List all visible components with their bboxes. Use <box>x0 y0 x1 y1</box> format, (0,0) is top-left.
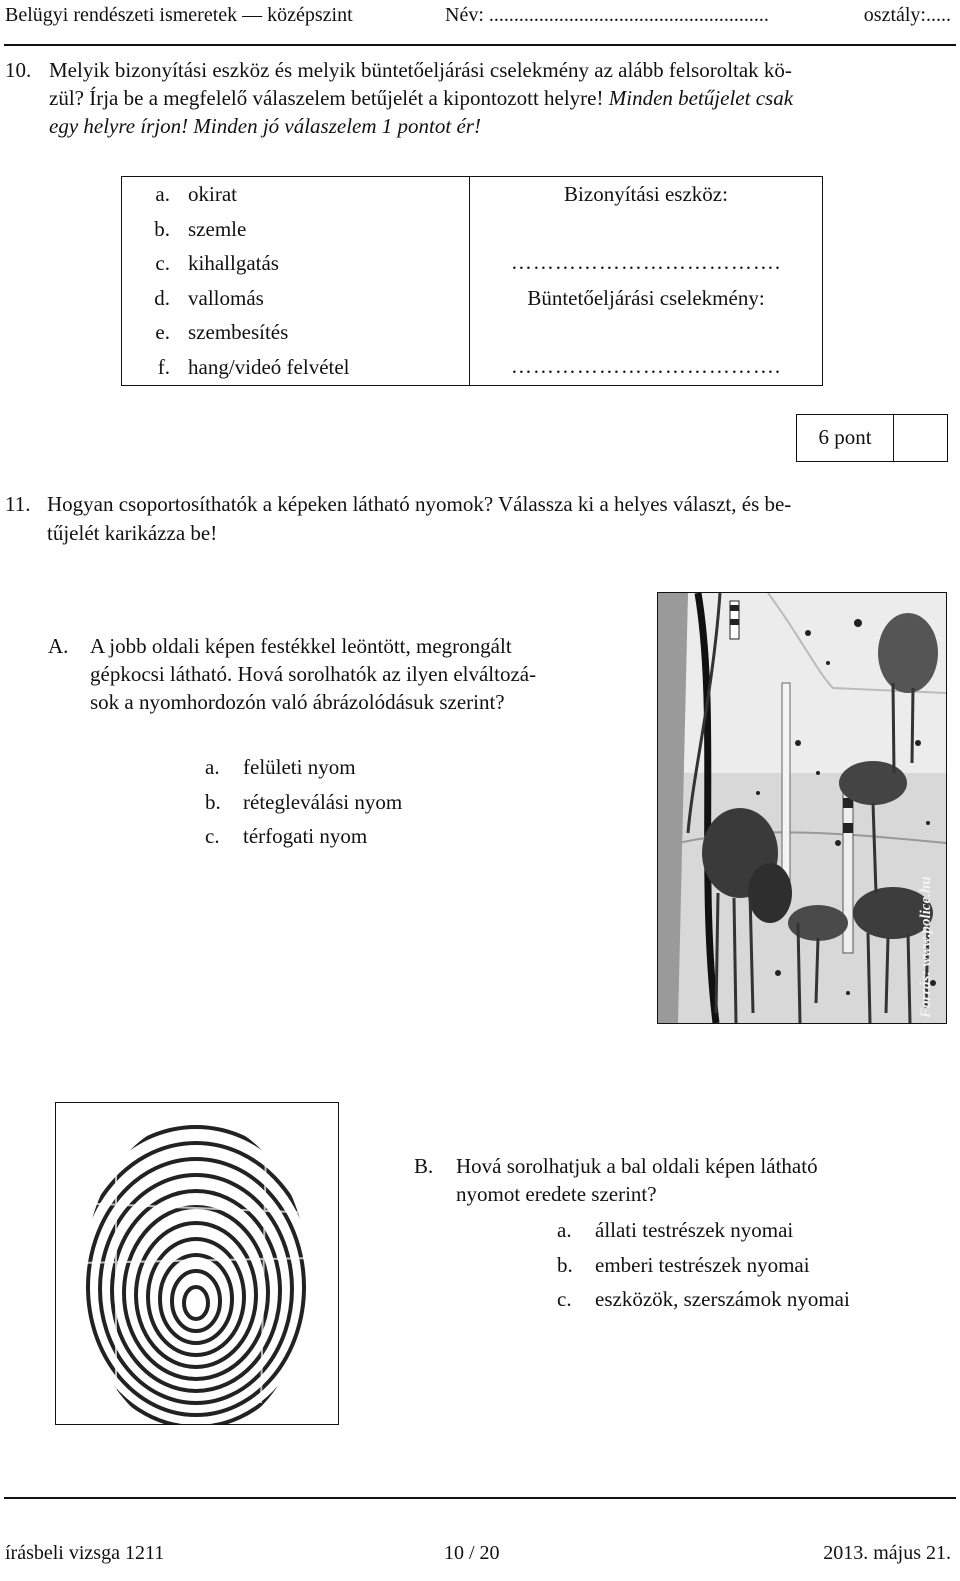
part-b-options <box>557 1213 937 1317</box>
list-item: c. kihallgatás <box>155 251 279 275</box>
question-10 <box>5 56 945 141</box>
q10-line2-italic: Minden betűjelet csak <box>608 86 794 110</box>
q10-line3: egy helyre írjon! Minden jó válaszelem 1 pontot ér! <box>49 114 481 138</box>
q11-line2: tűjelét karikázza be! <box>47 521 218 545</box>
part-b-line1: Hová sorolhatjuk a bal oldali képen látható <box>456 1154 818 1178</box>
option-b[interactable]: b. rétegleválási nyom <box>205 789 403 814</box>
footer-rule <box>4 1497 956 1499</box>
points-label: 6 pont <box>818 425 872 449</box>
part-a-line2: gépkocsi látható. Hová sorolhatók az ilyen elváltozá- <box>90 662 537 686</box>
part-a <box>48 632 640 716</box>
q10-answer-box <box>121 176 823 386</box>
part-b-line2: nyomot eredete szerint? <box>456 1182 657 1206</box>
page-header <box>5 0 955 40</box>
class-field: osztály:..... <box>863 4 951 26</box>
procedure-label: Büntetőeljárási cselekmény: <box>527 286 765 310</box>
q10-option-list <box>122 179 462 386</box>
header-title: Belügyi rendészeti ismeretek — középszint <box>5 4 353 26</box>
q10-line1: Melyik bizonyítási eszköz és melyik büntetőeljárási cselekmény az alább felsoroltak kö- <box>49 58 792 82</box>
part-a-options <box>205 750 625 854</box>
option-b[interactable]: b. emberi testrészek nyomai <box>557 1252 810 1277</box>
fingerprint-image <box>55 1102 339 1425</box>
car-paint-photo <box>657 592 947 1024</box>
points-box <box>796 414 948 462</box>
option-a[interactable]: a. felületi nyom <box>205 755 356 779</box>
page-footer <box>5 1542 955 1576</box>
option-c[interactable]: c. térfogati nyom <box>205 824 368 848</box>
list-item: a. okirat <box>155 182 237 206</box>
footer-date: 2013. május 21. <box>823 1542 951 1564</box>
procedure-answer-blank[interactable]: ………………………………. <box>510 354 782 378</box>
points-separator <box>893 415 894 461</box>
q11-line1: Hogyan csoportosíthatók a képeken látható nyomok? Válassza ki a helyes választ, és be- <box>47 492 792 516</box>
header-rule <box>4 44 956 46</box>
question-11 <box>5 490 945 548</box>
list-item: f. hang/videó felvétel <box>157 354 350 379</box>
part-a-line3: sok a nyomhordozón való ábrázolódásuk szerint? <box>90 690 505 714</box>
evidence-answer-blank[interactable]: ………………………………. <box>510 250 782 274</box>
list-item: b. szemle <box>154 216 247 241</box>
name-field: Név: ........................................................ <box>445 4 769 26</box>
photo-caption: Forrás: www.police.hu <box>918 876 934 1018</box>
q10-number: 10. <box>5 58 32 82</box>
list-item: d. vallomás <box>154 285 264 310</box>
option-a[interactable]: a. állati testrészek nyomai <box>557 1218 794 1242</box>
q11-number: 11. <box>5 492 31 516</box>
part-b <box>414 1152 942 1208</box>
list-item: e. szembesítés <box>155 320 289 344</box>
footer-exam: írásbeli vizsga 1211 <box>5 1542 165 1564</box>
part-b-letter: B. <box>414 1154 434 1178</box>
part-a-letter: A. <box>48 634 69 658</box>
q10-line2: zül? Írja be a megfelelő válaszelem betűjelét a kipontozott helyre! <box>49 86 609 110</box>
option-c[interactable]: c. eszközök, szerszámok nyomai <box>557 1287 850 1311</box>
evidence-label: Bizonyítási eszköz: <box>564 182 728 206</box>
part-a-line1: A jobb oldali képen festékkel leöntött, megrongált <box>90 634 512 658</box>
footer-page: 10 / 20 <box>444 1542 500 1564</box>
